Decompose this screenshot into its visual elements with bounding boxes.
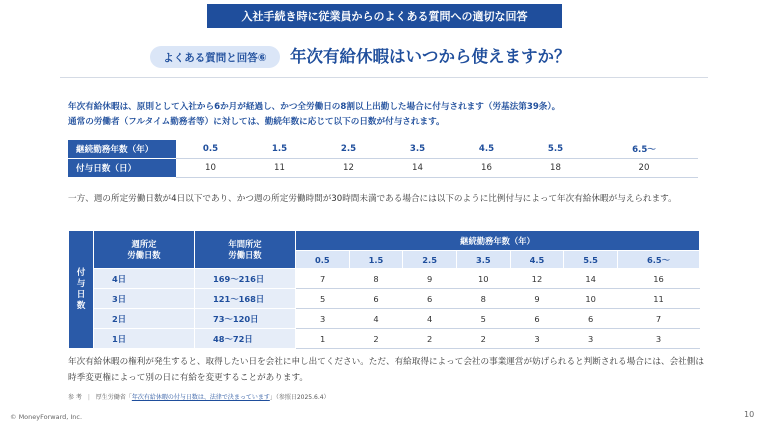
table-cell: 6: [349, 289, 403, 309]
table-cell: 11: [245, 159, 314, 178]
table-header-row: [69, 231, 700, 251]
table-cell: 9: [403, 269, 457, 289]
intro-text: [68, 100, 560, 130]
table-cell: 7: [617, 309, 699, 329]
table-cell: 2.5: [314, 140, 383, 159]
table-cell: 4.5: [452, 140, 521, 159]
header-banner: 入社手続き時に従業員からのよくある質問への適切な回答: [207, 4, 562, 28]
row-header-days: 付与日数（日）: [68, 159, 176, 178]
standard-grant-table: [68, 140, 698, 178]
table-row: [69, 289, 700, 309]
column-header-annual-days: 年間所定 労働日数: [195, 231, 296, 269]
table-cell: 5: [296, 289, 350, 309]
table-cell: 4: [403, 309, 457, 329]
table-cell: 16: [452, 159, 521, 178]
table-cell: 5.5: [521, 140, 590, 159]
table-cell: 3.5: [456, 251, 510, 269]
table-cell: 3: [510, 329, 564, 349]
table-cell: 5: [456, 309, 510, 329]
faq-pill-label: よくある質問と回答⑥: [150, 46, 280, 68]
reference-suffix: 」（参照日2025.6.4）: [269, 394, 330, 401]
table-cell: 10: [564, 289, 618, 309]
table-cell: 2: [403, 329, 457, 349]
table-row: [69, 269, 700, 289]
table-cell: 0.5: [296, 251, 350, 269]
table-cell: 4.5: [510, 251, 564, 269]
reference-link[interactable]: 年次有給休暇の付与日数は、法律で決まっています: [131, 394, 270, 401]
page-number: 10: [744, 410, 755, 419]
table-cell: 2日: [94, 309, 195, 329]
table-row-years: [68, 140, 698, 159]
table-cell: 4日: [94, 269, 195, 289]
table-cell: 3.5: [383, 140, 452, 159]
table-cell: 3: [564, 329, 618, 349]
reference-prefix: 厚生労働省「: [95, 394, 132, 401]
table-cell: 7: [296, 269, 350, 289]
page-title: 年次有給休暇はいつから使えますか？: [290, 47, 571, 66]
table-cell: 12: [314, 159, 383, 178]
table-cell: 8: [349, 269, 403, 289]
proportional-grant-text: 一方、週の所定労働日数が4日以下であり、かつ週の所定労働時間が30時間未満である場合には以下のように比例付与によって年次有給休暇が与えられます。: [68, 194, 677, 204]
table-cell: 1日: [94, 329, 195, 349]
intro-line-1: 年次有給休暇は、原則として入社から6か月が経過し、かつ全労働日の8割以上出勤した場合に付与されます（労基法第39条）。: [68, 102, 561, 112]
table-cell: 1.5: [245, 140, 314, 159]
table-cell: 6: [564, 309, 618, 329]
table-row: [69, 329, 700, 349]
table-cell: 6: [403, 289, 457, 309]
table-cell: 1: [296, 329, 350, 349]
row-header-years: 継続勤務年数（年）: [68, 140, 176, 159]
table-cell: 16: [617, 269, 699, 289]
reference-label: 参 考: [68, 394, 82, 401]
table-cell: 3日: [94, 289, 195, 309]
table-cell: 2: [456, 329, 510, 349]
column-header-weekly-days: 週所定 労働日数: [94, 231, 195, 269]
proportional-grant-table: [68, 230, 700, 349]
reference-note: 参 考 | 厚生労働省「年次有給休暇の付与日数は、法律で決まっています」（参照日2025.6.4）: [68, 394, 330, 401]
table-cell: 73〜120日: [195, 309, 296, 329]
table-cell: 6: [510, 309, 564, 329]
table-row: [69, 309, 700, 329]
table-cell: 3: [296, 309, 350, 329]
table-cell: 1.5: [349, 251, 403, 269]
table-cell: 5.5: [564, 251, 618, 269]
table-cell: 14: [564, 269, 618, 289]
table-cell: 11: [617, 289, 699, 309]
table-cell: 6.5〜: [617, 251, 699, 269]
copyright: © MoneyForward, Inc.: [10, 413, 83, 421]
table-cell: 4: [349, 309, 403, 329]
title-divider: [60, 77, 708, 78]
table-cell: 0.5: [176, 140, 245, 159]
column-header-years: 継続勤務年数（年）: [296, 231, 700, 251]
table-cell: 20: [590, 159, 698, 178]
table-cell: 8: [456, 289, 510, 309]
table-cell: 12: [510, 269, 564, 289]
table-cell: 18: [521, 159, 590, 178]
table-cell: 6.5〜: [590, 140, 698, 159]
closing-text: 年次有給休暇の権利が発生すると、取得したい日を会社に申し出てください。ただ、有給取得によって会社の事業運営が妨げられると判断される場合には、会社側は時季変更権によって別の日に有給を変更することがあります。: [68, 357, 704, 383]
intro-line-2: 通常の労働者（フルタイム勤務者等）に対しては、勤続年数に応じて以下の日数が付与されます。: [68, 117, 445, 127]
table-cell: 2: [349, 329, 403, 349]
table-cell: 48〜72日: [195, 329, 296, 349]
table-cell: 121〜168日: [195, 289, 296, 309]
table-cell: 3: [617, 329, 699, 349]
table-cell: 2.5: [403, 251, 457, 269]
table-cell: 14: [383, 159, 452, 178]
side-label-grant-days: 付 与 日 数: [69, 231, 94, 349]
table-cell: 10: [456, 269, 510, 289]
table-cell: 10: [176, 159, 245, 178]
table-row-days: [68, 159, 698, 178]
table-cell: 169〜216日: [195, 269, 296, 289]
table-cell: 9: [510, 289, 564, 309]
